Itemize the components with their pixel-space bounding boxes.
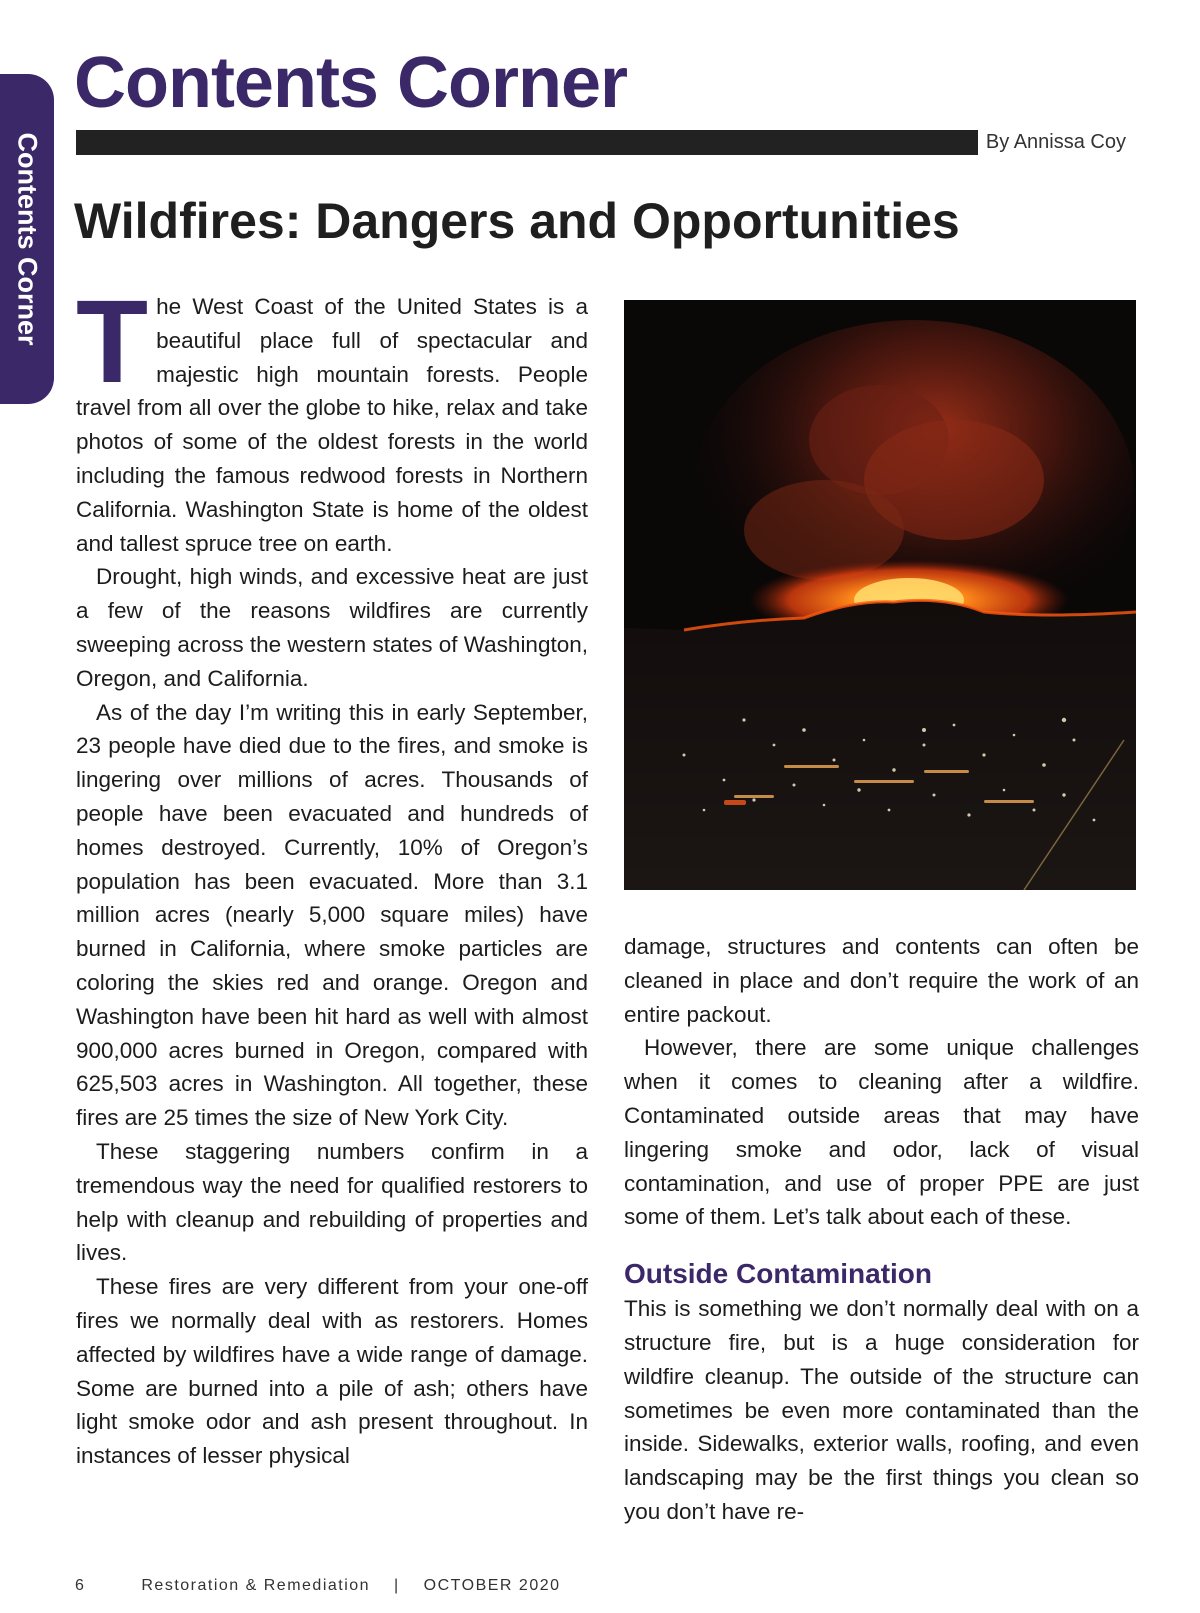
byline-bar — [76, 130, 1140, 155]
page-footer — [75, 1577, 561, 1595]
body-paragraph: These fires are very different from your one-off fires we normally deal with as restorers. Homes affected by wildfires have a wide range of damage. Some are burned into a pile of ash; others have light smoke odor and ash present throughout. In instances of lesser physical — [76, 1274, 588, 1469]
subheading: Outside Contamination — [624, 1258, 932, 1290]
body-paragraph: As of the day I’m writing this in early September, 23 people have died due to the fires, and smoke is lingering over millions of acres. Thousands of people have been evacuated and hundreds of homes destroyed. Currently, 10% of Oregon’s population has been evacuated. More than 3.1 million acres (nearly 5,000 square miles) have burned in California, where smoke particles are coloring the skies red and orange. Oregon and Washington have been hit hard as well with almost 900,000 acres burned in Oregon, compared with 625,503 acres in Washington. All together, these fires are 25 times the size of New York City. — [76, 699, 588, 1131]
body-paragraph: This is something we don’t normally deal with on a structure fire, but is a huge consideration for wildfire cleanup. The outside of the structure can sometimes be even more contaminated than the inside. Sidewalks, exterior walls, roofing, and even landscaping may be the first things you clean so you don’t have re- — [624, 1296, 1139, 1524]
side-tab-label: Contents Corner — [12, 132, 43, 346]
first-paragraph — [76, 276, 588, 560]
footer-separator: | — [394, 1577, 400, 1594]
body-paragraph: These staggering numbers confirm in a tremendous way the need for qualified restorers to help with cleanup and rebuilding of properties and lives. — [76, 1138, 588, 1266]
section-title: Contents Corner — [74, 43, 628, 123]
drop-cap: T — [76, 276, 149, 408]
magazine-name: Restoration & Remediation — [141, 1577, 371, 1594]
wildfire-photo — [624, 300, 1136, 890]
article-headline: Wildfires: Dangers and Opportunities — [74, 193, 960, 249]
side-tab — [0, 74, 54, 404]
body-paragraph: Drought, high winds, and excessive heat are just a few of the reasons wildfires are currently sweeping across the western states of Washington, Oregon, and California. — [76, 564, 588, 691]
page-number: 6 — [75, 1577, 86, 1594]
left-column — [76, 276, 588, 1473]
right-column — [624, 930, 1139, 1529]
byline: By Annissa Coy — [978, 130, 1140, 155]
body-paragraph: However, there are some unique challenges when it comes to cleaning after a wildfire. Contaminated outside areas that may have lingering smoke and odor, lack of visual contamination, and use of proper PPE are just some of them. Let’s talk about each of these. — [624, 1035, 1139, 1230]
first-paragraph-text: he West Coast of the United States is a beautiful place full of spectacular and majestic high mountain forests. People travel from all over the globe to hike, relax and take photos of some of the oldest forests in the world including the famous redwood forests in Northern California. Washington State is home of the oldest and tallest spruce tree on earth. — [76, 294, 588, 556]
issue-date: OCTOBER 2020 — [423, 1577, 561, 1594]
body-paragraph: damage, structures and contents can often be cleaned in place and don’t require the work of an entire packout. — [624, 934, 1139, 1027]
